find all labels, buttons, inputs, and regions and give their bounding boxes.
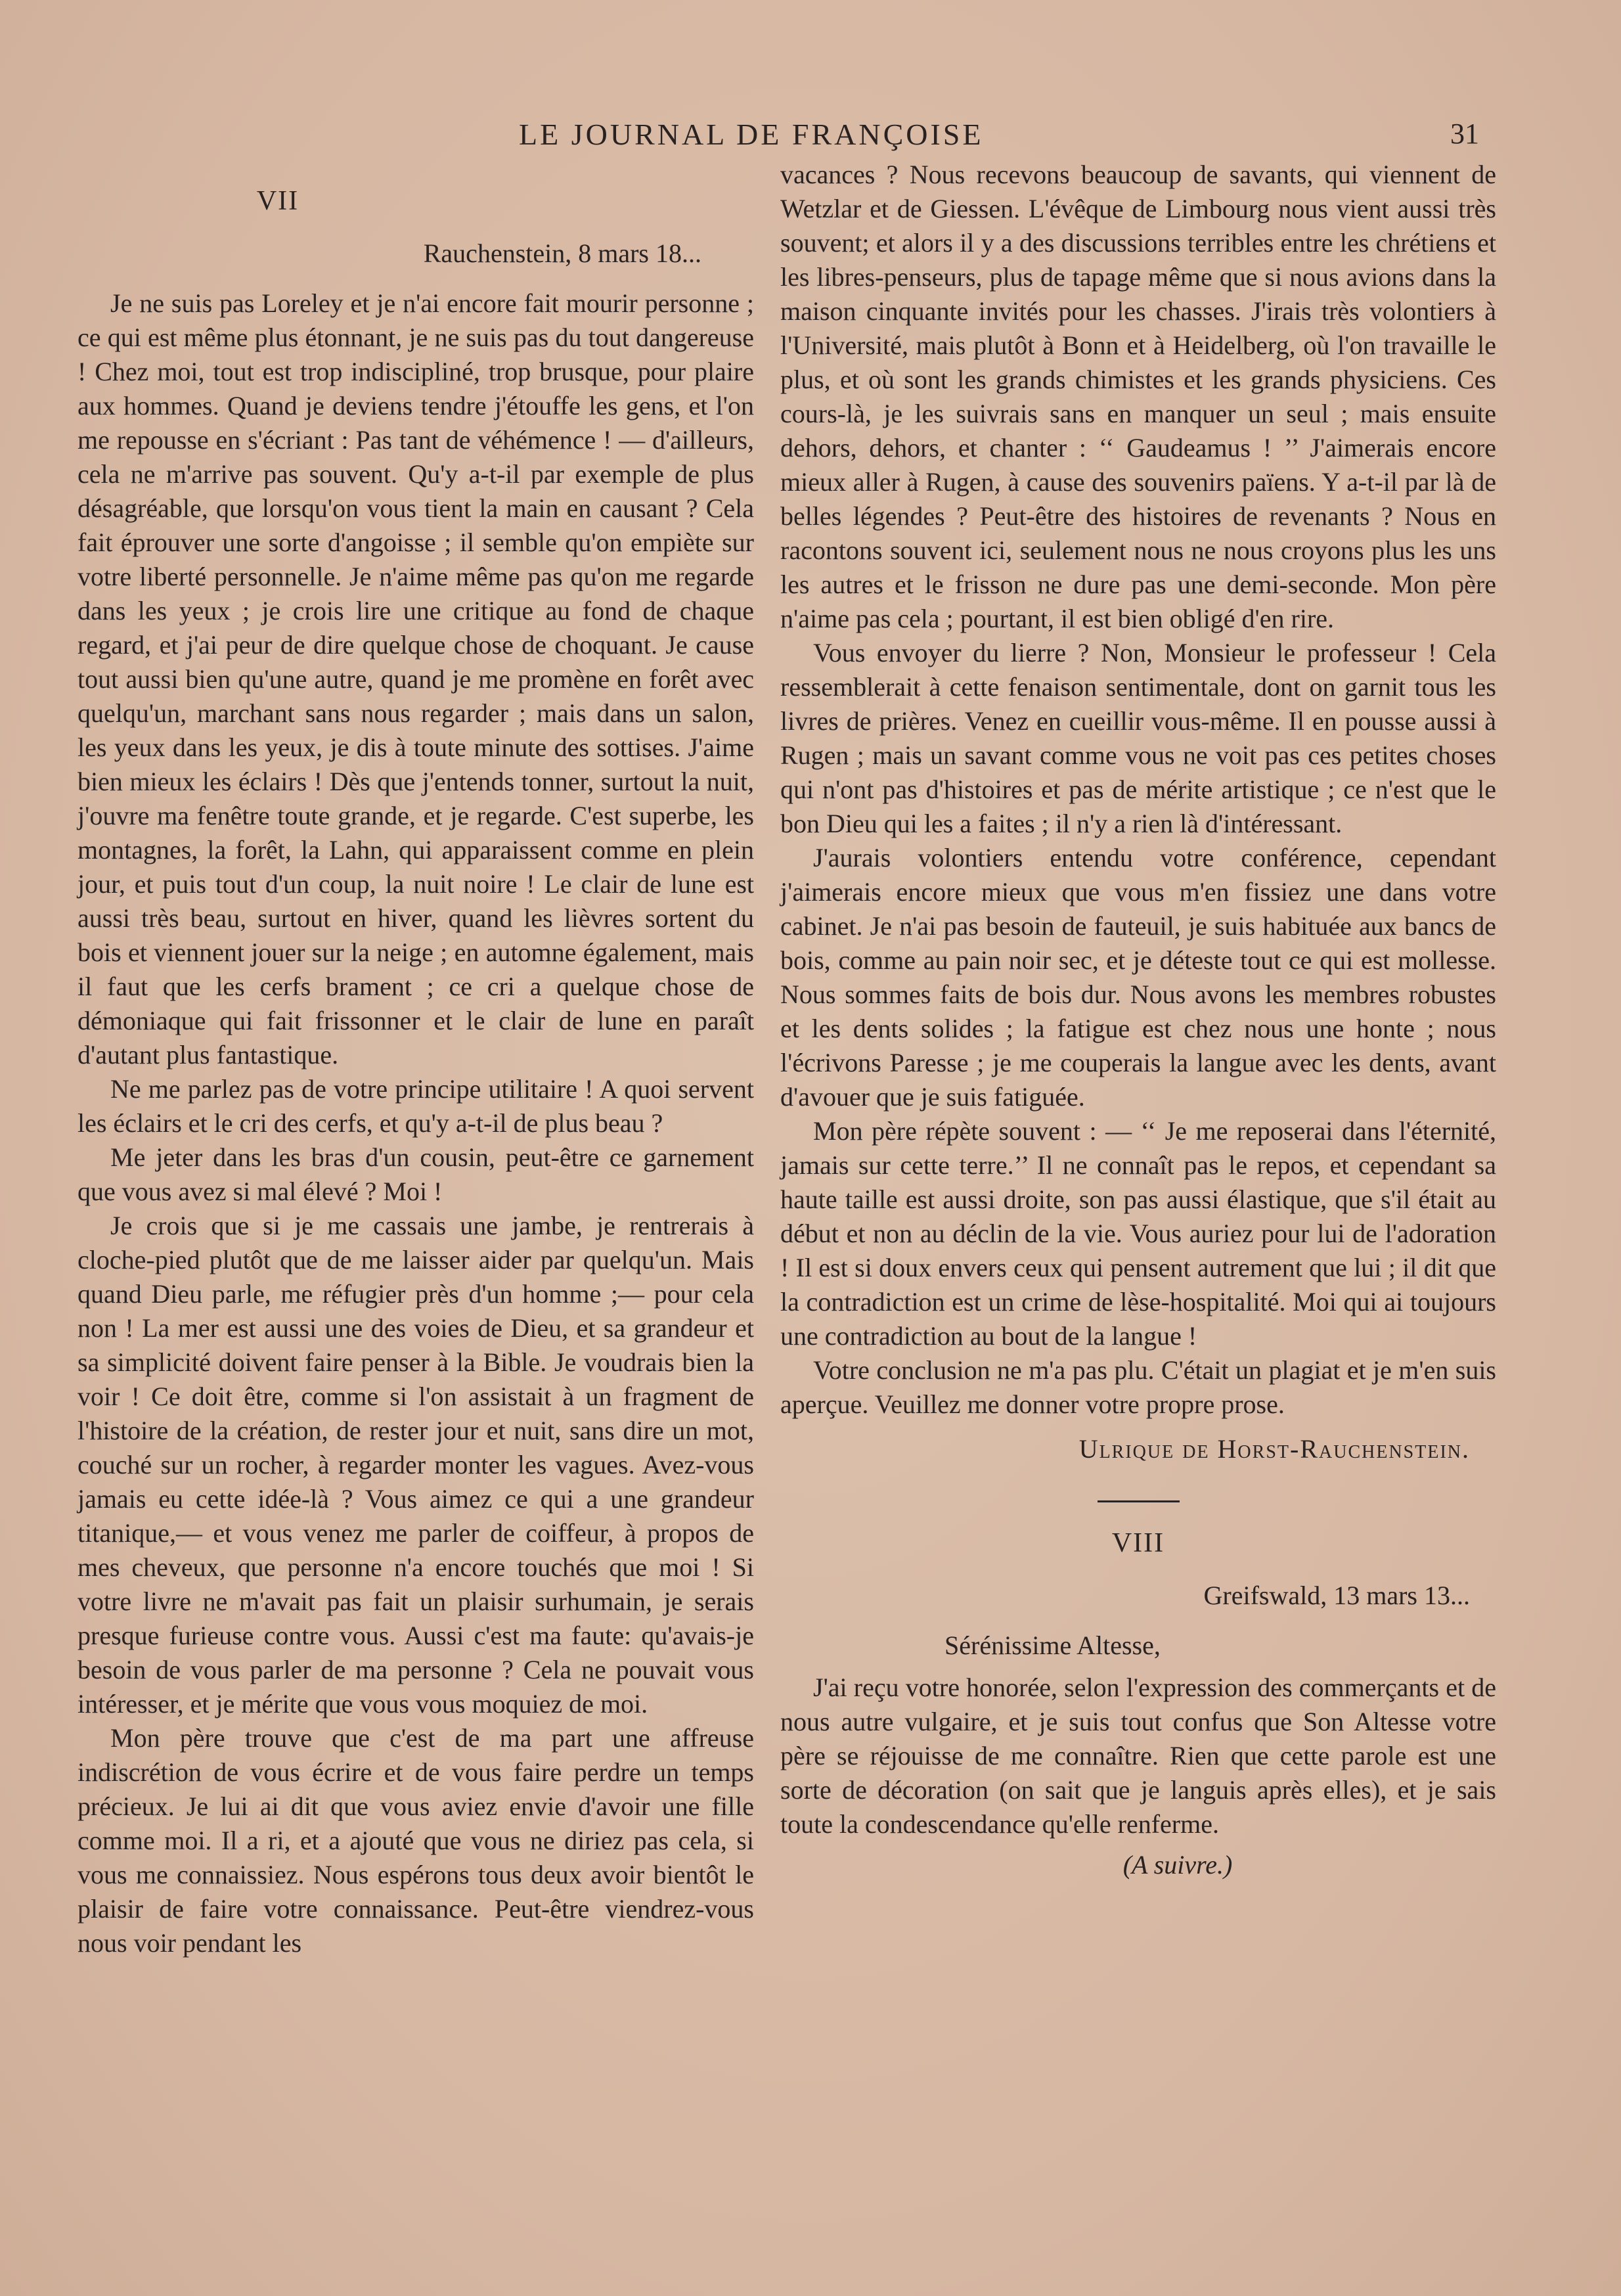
running-title: LE JOURNAL DE FRANÇOISE [519,118,984,151]
page-number: 31 [1450,118,1479,150]
salutation: Sérénissime Altesse, [944,1631,1161,1660]
paragraph: J'aurais volontiers entendu votre conférence, cependant j'aimerais encore mieux que vous m'en fissiez une dans votre cabinet. Je n'ai pas besoin de fauteuil, je suis habituée aux bancs de bois, comme au pain noir sec, et je déteste tout ce qui est mollesse. Nous sommes faits de bois dur. Nous avons les membres robustes et les dents solides ; la fatigue est chez nous une honte ; nous l'écrivons Paresse ; je me couperais la langue avec les dents, avant d'avouer que je suis fatiguée. [780,843,1496,1112]
to-be-continued [859,1848,1496,1882]
paragraph: Me jeter dans les bras d'un cousin, peut-être ce garnement que vous avez si mal élevé ? Moi ! [78,1142,754,1206]
section-number-vii: VII [256,186,300,216]
paragraph: Je crois que si je me cassais une jambe, je rentrerais à cloche-pied plutôt que de me laisser aider par quelqu'un. Mais quand Dieu parle, me réfugier près d'un homme ;— pour cela non ! La mer est aussi une des voies de Dieu, et sa grandeur et sa simplicité doivent faire penser à la Bible. Je voudrais bien la voir ! Ce doit être, comme si l'on assistait à un fragment de l'histoire de la création, de rester jour et nuit, sans dire un mot, couché sur un rocher, à regarder monter les vagues. Avez-vous jamais eu cette idée-là ? Vous aimez ce qui a une grandeur titanique,— et vous venez me parler de coiffeur, à propos de mes cheveux, que personne n'a encore touchés que moi ! Si votre livre ne m'avait pas fait un plaisir surhumain, je serais presque furieuse contre vous. Aussi c'est ma faute: qu'avais-je besoin de vous parler de ma personne ? Cela ne pouvait vous intéresser, et je mérite que vous vous moquiez de moi. [78,1211,754,1719]
section-divider [1098,1500,1180,1502]
paragraph: Mon père répète souvent : — ‘‘ Je me reposerai dans l'éternité, jamais sur cette terre.’’ Il ne connaît pas le repos, et cependant sa haute taille est aussi droite, son pas aussi élastique, que s'il était au début et non au déclin de la vie. Vous auriez pour lui de l'adoration ! Il est si doux envers ceux qui pensent autrement que lui ; il dit que la contradiction est un crime de lèse-hospitalité. Moi qui ai toujours une contradiction au bout de la langue ! [780,1116,1496,1351]
dateline-greifswald: Greifswald, 13 mars 13... [1203,1581,1470,1610]
right-column [780,158,1496,1882]
paragraph: Vous envoyer du lierre ? Non, Monsieur le professeur ! Cela ressemblerait à cette fenaison sentimentale, dont on garnit tous les livres de prières. Venez en cueillir vous-même. Il en pousse aussi à Rugen ; mais un savant comme vous ne voit pas ces petites choses qui n'ont pas d'histoires et pas de mérite artistique ; ce n'est que le bon Dieu qui les a faites ; il n'y a rien là d'intéressant. [780,638,1496,838]
paragraph: Ne me parlez pas de votre principe utilitaire ! A quoi servent les éclairs et le cri des cerfs, et qu'y a-t-il de plus beau ? [78,1074,754,1138]
section-number-viii: VIII [1111,1528,1165,1558]
running-head [0,117,1621,156]
signature: Ulrique de Horst-Rauchenstein. [1078,1434,1470,1464]
paragraph: Je ne suis pas Loreley et je n'ai encore fait mourir personne ; ce qui est même plus étonnant, je ne suis pas du tout dangereuse ! Chez moi, tout est trop indiscipliné, trop brusque, pour plaire aux hommes. Quand je deviens tendre j'étouffe les gens, et l'on me repousse en s'écriant : Pas tant de véhémence ! — d'ailleurs, cela ne m'arrive pas souvent. Qu'y a-t-il par exemple de plus désagréable, que lorsqu'on vous tient la main en causant ? Cela fait éprouver une sorte d'angoisse ; il semble qu'on empiète sur votre liberté personnelle. Je n'aime même pas qu'on me regarde dans les yeux ; je crois lire une critique au fond de chaque regard, et j'ai peur de dire quelque chose de choquant. Je cause tout aussi bien qu'une autre, quand je me promène en forêt avec quelqu'un, marchant sans nous regarder ; mais dans un salon, les yeux dans les yeux, je dis à toute minute des sottises. J'aime bien mieux les éclairs ! Dès que j'entends tonner, surtout la nuit, j'ouvre ma fenêtre toute grande, et je regarde. C'est superbe, les montagnes, la forêt, la Lahn, qui apparaissent comme en plein jour, et puis tout d'un coup, la nuit noire ! Le clair de lune est aussi très beau, surtout en hiver, quand les lièvres sortent du bois et viennent jouer sur la neige ; en automne également, mais il faut que les cerfs brament ; ce cri a quelque chose de démoniaque qui fait frissonner et le clair de lune en paraît d'autant plus fantastique. [78,288,754,1069]
paragraph: Mon père trouve que c'est de ma part une affreuse indiscrétion de vous écrire et de vous faire perdre un temps précieux. Je lui ai dit que vous aviez envie d'avoir une fille comme moi. Il a ri, et a ajouté que vous ne diriez pas cela, si vous me connaissiez. Nous espérons tous deux avoir bientôt le plaisir de faire votre connaissance. Peut-être viendrez-vous nous voir pendant les [78,1723,754,1958]
paragraph-continued: vacances ? Nous recevons beaucoup de savants, qui viennent de Wetzlar et de Giessen. L'évêque de Limbourg nous vient aussi très souvent; et alors il y a des discussions terribles entre les chrétiens et les libres-penseurs, plus de tapage même que si nous avions dans la maison cinquante invités pour les chasses. J'irais très volontiers à l'Université, mais plutôt à Bonn et à Heidelberg, où l'on travaille le plus, et où sont les grands chimistes et les grands physiciens. Ces cours-là, je les suivrais sans en manquer un seul ; mais ensuite dehors, dehors, et chanter : ‘‘ Gaudeamus ! ’’ J'aimerais encore mieux aller à Rugen, à cause des souvenirs païens. Y a-t-il par là de belles légendes ? Peut-être des histoires de revenants ? Nous en racontons souvent ici, seulement nous ne nous croyons plus les uns les autres et le frisson ne dure pas une demi-seconde. Mon père n'aime pas cela ; pourtant, il est bien obligé d'en rire. [780,160,1496,633]
paragraph: Votre conclusion ne m'a pas plu. C'était un plagiat et je m'en suis aperçue. Veuillez me donner votre propre prose. [780,1355,1496,1419]
dateline-rauchenstein: Rauchenstein, 8 mars 18... [423,238,701,268]
to-be-continued-text: (A suivre.) [1122,1850,1233,1880]
left-column [78,158,754,1960]
paragraph: J'ai reçu votre honorée, selon l'expression des commerçants et de nous autre vulgaire, et je suis tout confus que Son Altesse votre père se réjouisse de me connaître. Rien que cette parole est une sorte de décoration (on sait que je languis après elles), et je sais toute la condescendance qu'elle renferme. [780,1673,1496,1839]
